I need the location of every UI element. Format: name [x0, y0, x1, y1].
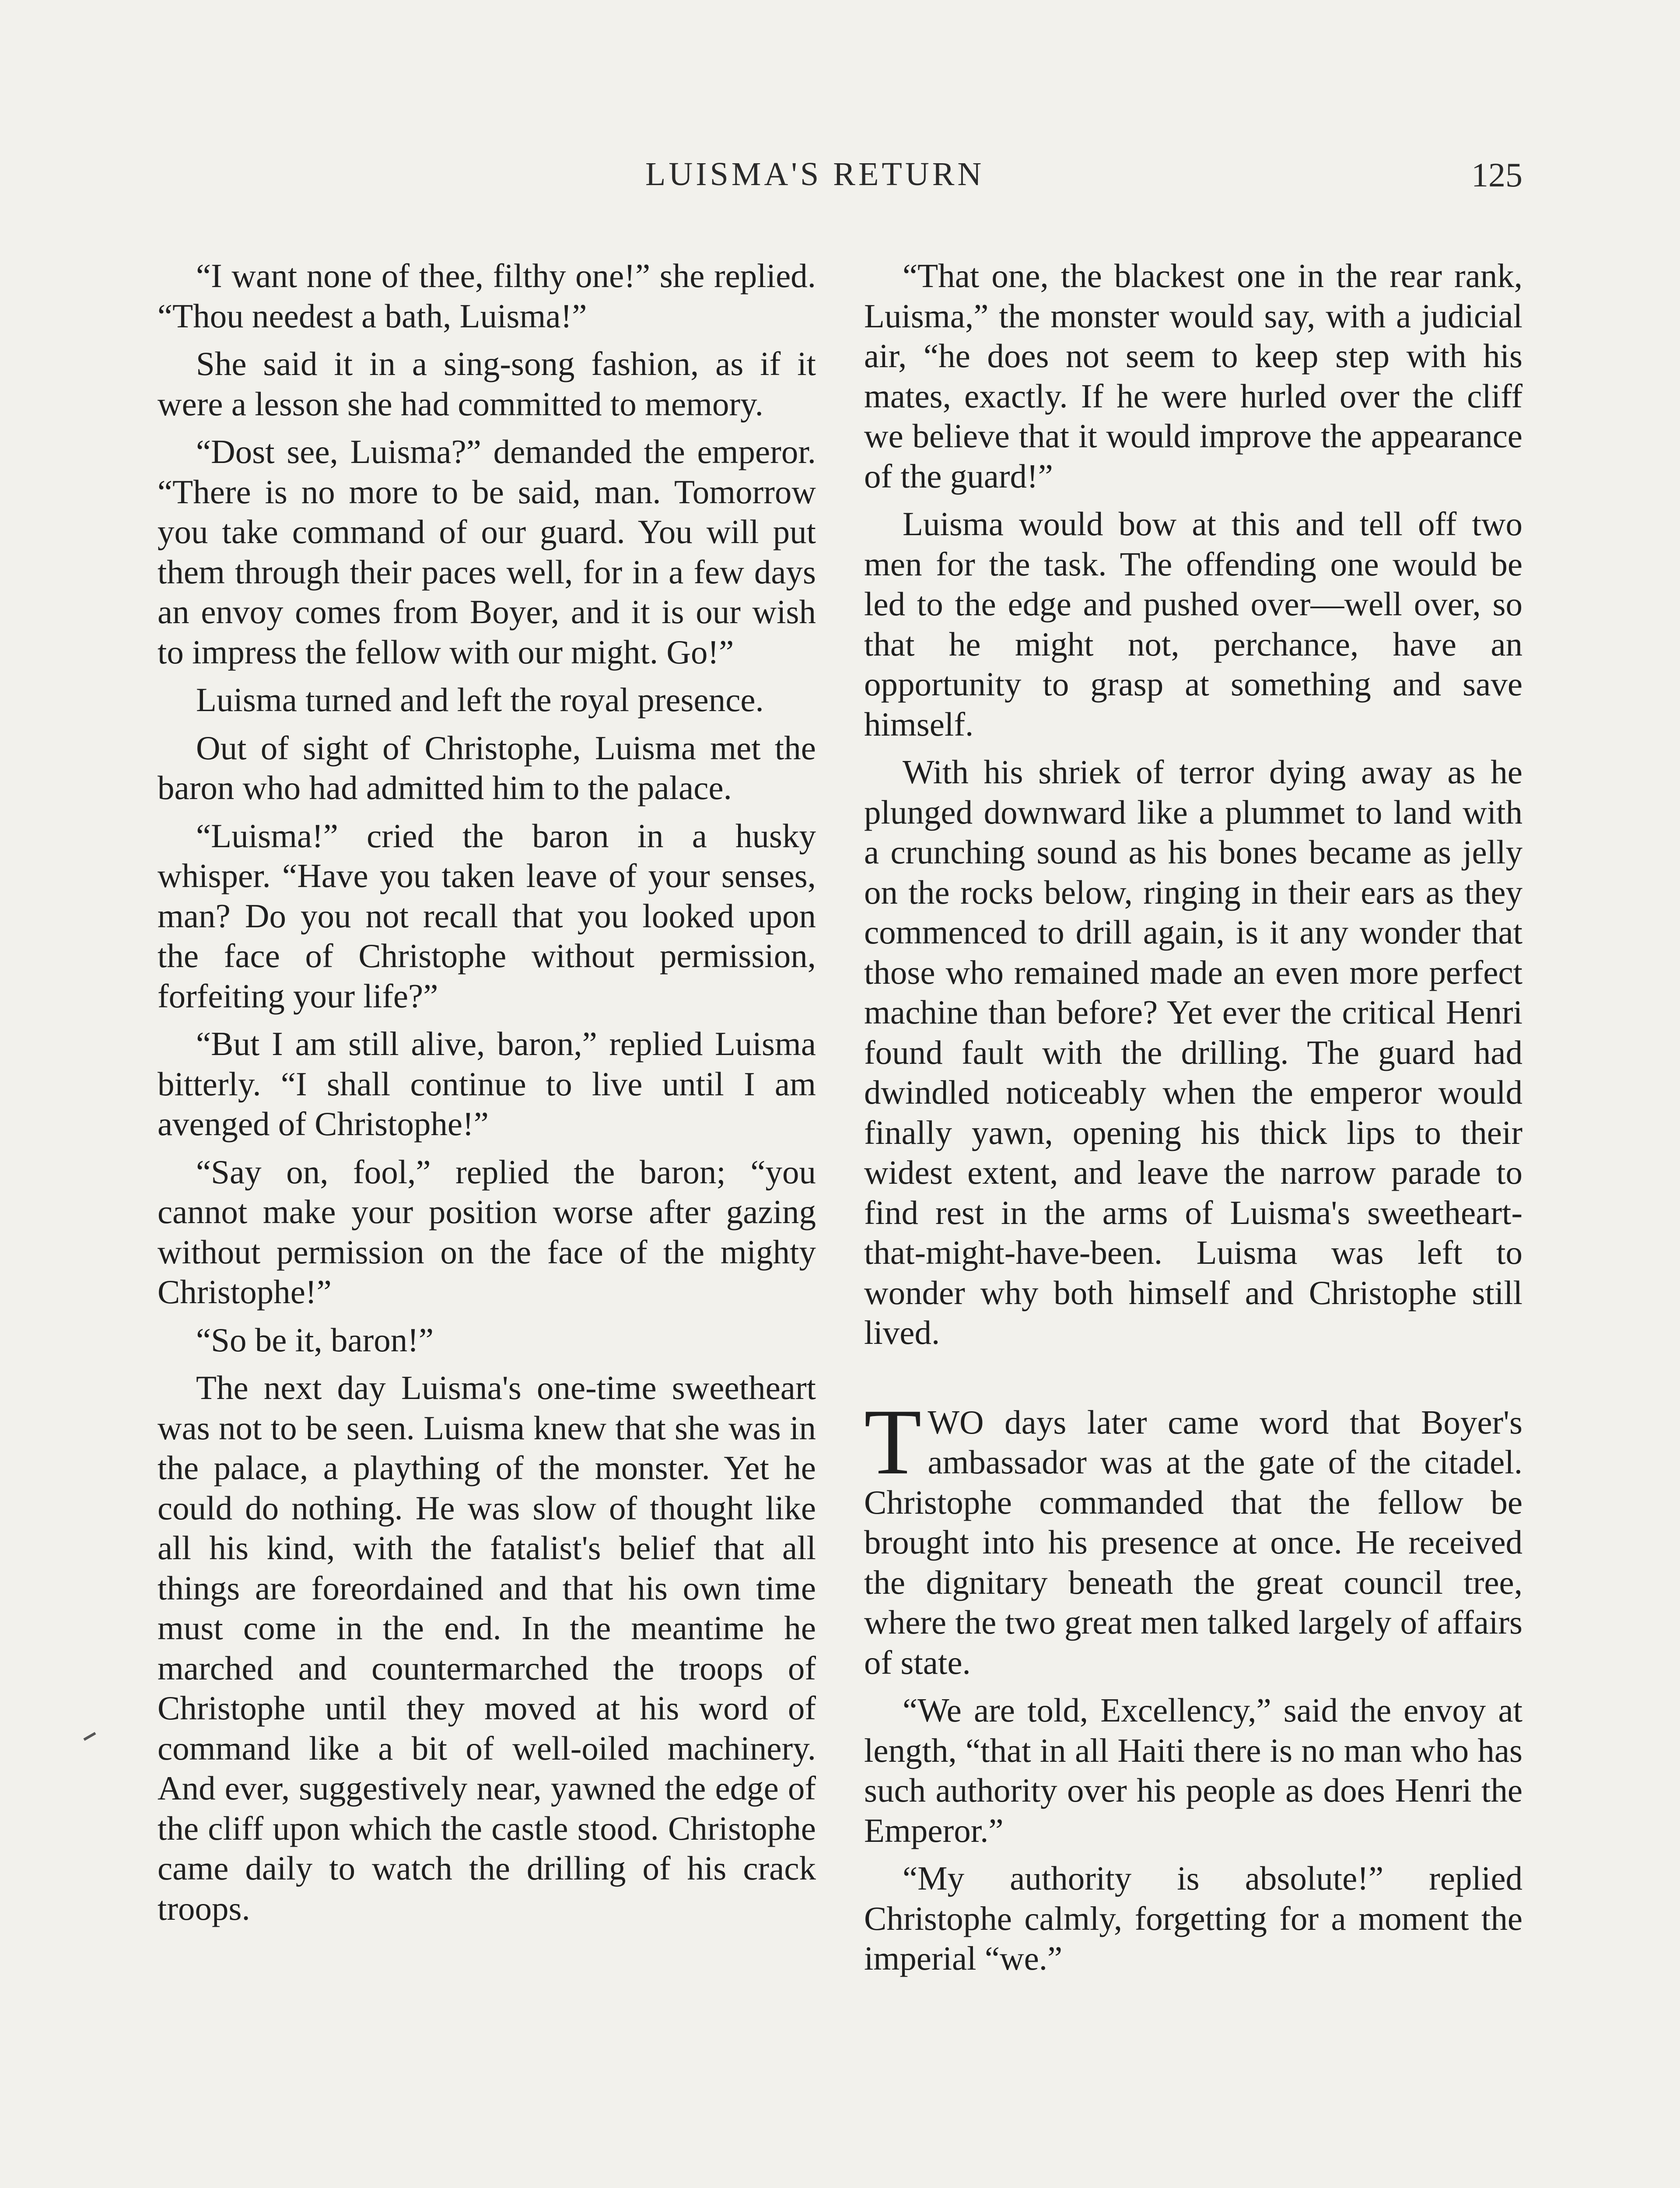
paragraph: “So be it, baron!”	[196, 1321, 434, 1359]
page-number: 125	[1471, 156, 1522, 194]
drop-cap: T	[864, 1389, 922, 1494]
paragraph: “But I am still alive, baron,” replied Luisma bitterly. “I shall continue to live until I am avenged of Christophe!”	[158, 1025, 816, 1143]
paragraph: With his shriek of terror dying away as he plunged downward like a plummet to land with a crunching sound as his bones became as jelly on the rocks below, ringing in their ears as they commenced to drill again, is it any wonder that those who remained made an even more perfect machine than before? Yet ever the critical Henri found fault with the drilling. The guard had dwindled noticeably when the emperor would finally yawn, opening his thick lips to their widest extent, and leave the narrow parade to find rest in the arms of Luisma's sweetheart-that-might-have-been. Luisma was left to wonder why both himself and Christophe still lived.	[864, 753, 1522, 1351]
paragraph: “My authority is absolute!” replied Christophe calmly, forgetting for a moment the imperial “we.”	[864, 1859, 1522, 1977]
right-column	[864, 256, 1522, 1987]
paragraph: She said it in a sing-song fashion, as if it were a lesson she had committed to memory.	[158, 345, 816, 423]
running-header	[158, 155, 1522, 203]
section-break	[864, 1361, 1522, 1403]
paragraph: “Luisma!” cried the baron in a husky whisper. “Have you taken leave of your senses, man? Do you not recall that you looked upon the face of Christophe without permission, forfeiting your life?”	[158, 817, 816, 1015]
paragraph: “We are told, Excellency,” said the envoy at length, “that in all Haiti there is no man who has such authority over his people as does Henri the Emperor.”	[864, 1691, 1522, 1849]
running-title: LUISMA'S RETURN	[645, 156, 985, 193]
section-opening-text: WO days later came word that Boyer's ambassador was at the gate of the citadel. Christophe commanded that the fellow be brought into his presence at once. He received the dignitary beneath the great council tree, where the two great men talked largely of affairs of state.	[864, 1403, 1522, 1681]
paragraph: Luisma would bow at this and tell off two men for the task. The offending one would be led to the edge and pushed over—well over, so that he might not, perchance, have an opportunity to grasp at something and save himself.	[864, 505, 1522, 743]
paragraph: Luisma turned and left the royal presence.	[196, 681, 764, 719]
paragraph: Out of sight of Christophe, Luisma met the baron who had admitted him to the palace.	[158, 729, 816, 806]
section-opening-paragraph	[864, 1389, 1522, 1683]
margin-pencil-mark	[84, 1732, 96, 1741]
paragraph: “I want none of thee, filthy one!” she replied. “Thou needest a bath, Luisma!”	[158, 257, 816, 335]
paragraph: “Say on, fool,” replied the baron; “you cannot make your position worse after gazing without permission on the face of the mighty Christophe!”	[158, 1153, 816, 1311]
paragraph: “That one, the blackest one in the rear rank, Luisma,” the monster would say, with a judicial air, “he does not seem to keep step with his mates, exactly. If he were hurled over the cliff we believe that it would improve the appearance of the guard!”	[864, 257, 1522, 495]
paragraph: “Dost see, Luisma?” demanded the emperor. “There is no more to be said, man. Tomorrow you take command of our guard. You will put them through their paces well, for in a few days an envoy comes from Boyer, and it is our wish to impress the fellow with our might. Go!”	[158, 433, 816, 671]
left-column	[158, 256, 816, 1936]
paragraph: The next day Luisma's one-time sweetheart was not to be seen. Luisma knew that she was in the palace, a plaything of the monster. Yet he could do nothing. He was slow of thought like all his kind, with the fatalist's belief that all things are foreordained and that his own time must come in the end. In the meantime he marched and countermarched the troops of Christophe until they moved at his word of command like a bit of well-oiled machinery. And ever, suggestively near, yawned the edge of the cliff upon which the castle stood. Christophe came daily to watch the drilling of his crack troops.	[158, 1369, 816, 1927]
